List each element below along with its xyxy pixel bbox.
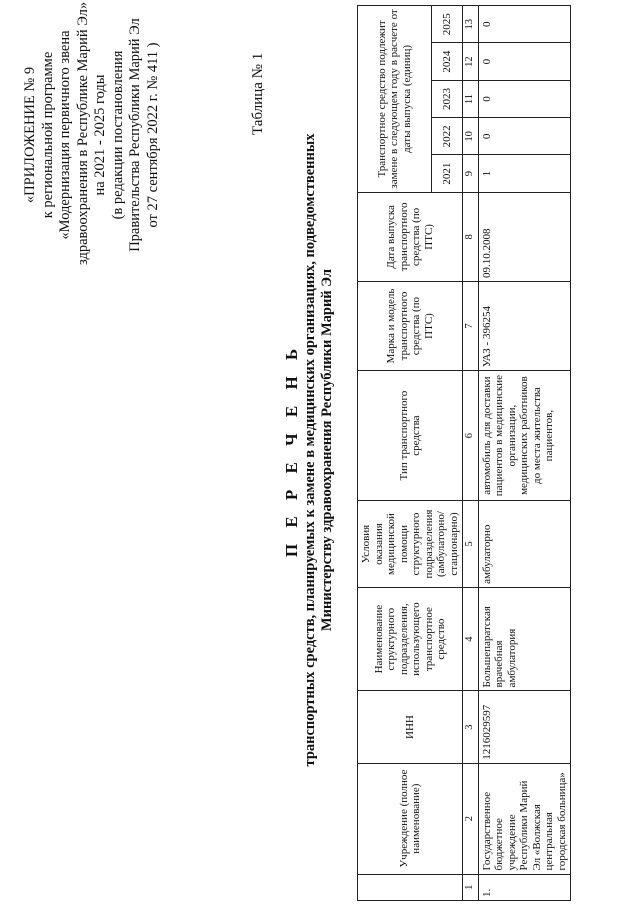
appendix-line: от 27 сентября 2022 г. № 411 )	[144, 42, 161, 228]
header-year: 2024	[432, 43, 463, 80]
table-row	[478, 6, 571, 901]
header-unit: Наименование структурного подразделения, использующего транспортное средство	[358, 587, 463, 691]
cell-inn: 1216029597	[478, 691, 571, 763]
cell-year: 0	[478, 118, 571, 155]
title-line-1: транспортных средств, планируемых к замене в медицинских организациях, подведомственных	[302, 133, 318, 767]
column-number: 3	[463, 691, 479, 763]
column-number: 8	[463, 192, 479, 281]
column-number: 12	[463, 43, 479, 80]
cell-institution: Государственное бюджетное учреждение Республики Марий Эл «Волжская центральная городская больница»	[478, 763, 571, 874]
cell-release-date: 09.10.2008	[478, 192, 571, 281]
header-year: 2025	[432, 6, 463, 44]
appendix-line: здравоохранения в Республике Марий Эл»	[74, 1, 91, 265]
header-release-date: Дата выпуска транспортного средства (по ПТС)	[358, 192, 463, 281]
header-year: 2022	[432, 118, 463, 155]
cell-unit: Большепаратская врачебная амбулатория	[478, 587, 571, 691]
column-number: 10	[463, 118, 479, 155]
cell-vehicle-type: автомобиль для доставки пациентов в медицинские организации, медицинских работников до места жительства пациентов,	[478, 371, 571, 501]
cell-year: 0	[478, 80, 571, 117]
header-year: 2023	[432, 80, 463, 117]
header-vehicle-type: Тип транспортного средства	[358, 371, 463, 501]
column-number: 5	[463, 501, 479, 588]
header-num	[358, 874, 463, 900]
appendix-header	[22, 1, 162, 265]
column-number: 9	[463, 155, 479, 192]
appendix-line: (в редакции постановления	[109, 50, 126, 220]
vehicles-table	[357, 5, 571, 901]
title-heading: П Е Р Е Ч Е Н Ь	[282, 342, 301, 558]
cell-year: 1	[478, 155, 571, 192]
document-title	[282, 35, 336, 865]
appendix-line: Правительства Республики Марий Эл	[127, 18, 143, 252]
cell-num: 1.	[478, 874, 571, 900]
title-line-2: Министерству здравоохранения Республики Марий Эл	[319, 268, 335, 632]
column-number: 7	[463, 281, 479, 370]
column-number: 6	[463, 371, 479, 501]
header-institution: Учреждение (полное наименование)	[358, 763, 463, 874]
cell-conditions: амбулаторно	[478, 501, 571, 588]
header-replacement: Транспортное средство подлежит замене в следующем году в расчете от даты выпуска (единиц)	[358, 6, 432, 193]
cell-year: 0	[478, 6, 571, 44]
header-inn: ИНН	[358, 691, 463, 763]
appendix-line: «ПРИЛОЖЕНИЕ № 9	[22, 66, 38, 204]
column-number: 11	[463, 80, 479, 117]
appendix-line: на 2021 - 2025 годы	[92, 74, 108, 196]
header-model: Марка и модель транспортного средства (по ПТС)	[358, 281, 463, 370]
appendix-line: «Модернизация первичного звена	[57, 30, 73, 240]
cell-year: 0	[478, 43, 571, 80]
cell-model: УАЗ - 396254	[478, 281, 571, 370]
header-conditions: Условия оказания медицинской помощи структурного подразделения (амбулаторно/ стационарно)	[358, 501, 463, 588]
appendix-line: к региональной программе	[39, 51, 56, 219]
column-numbers-row	[463, 6, 479, 901]
column-number: 1	[463, 874, 479, 900]
header-year: 2021	[432, 155, 463, 192]
table-number: Таблица № 1	[250, 52, 266, 135]
column-number: 4	[463, 587, 479, 691]
header-row	[358, 6, 432, 901]
column-number: 13	[463, 6, 479, 44]
column-number: 2	[463, 763, 479, 874]
